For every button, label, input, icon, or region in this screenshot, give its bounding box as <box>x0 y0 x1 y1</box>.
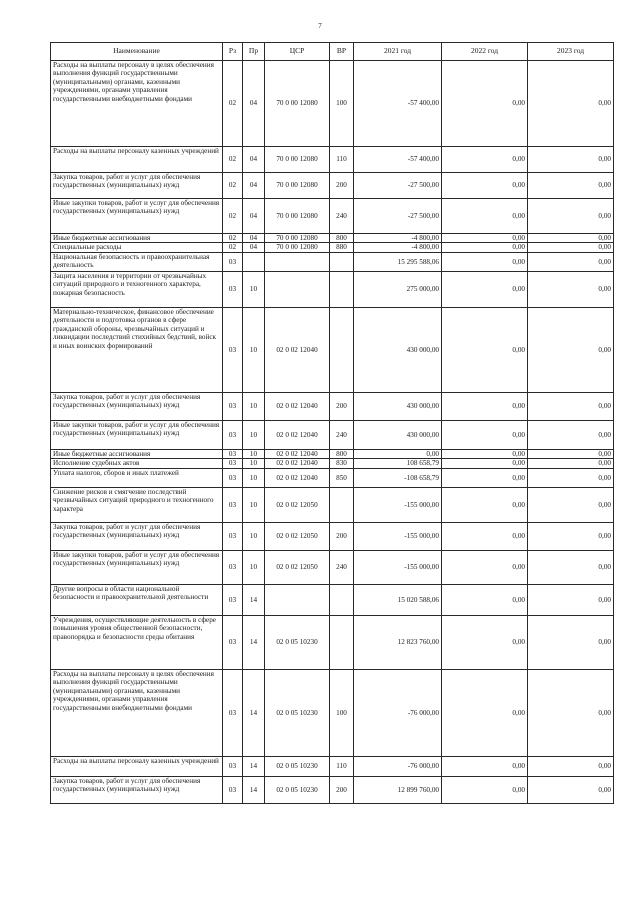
row-csr-cell: 70 0 00 12080 <box>265 243 330 252</box>
row-vr-cell: 200 <box>330 522 354 550</box>
row-pr-cell: 14 <box>243 615 265 669</box>
row-2021-cell: -57 400,00 <box>354 61 442 147</box>
row-2022-cell: 0,00 <box>442 147 528 173</box>
row-2021-cell: -155 000,00 <box>354 522 442 550</box>
row-csr-cell: 02 0 02 12050 <box>265 487 330 522</box>
row-2021-cell: 275 000,00 <box>354 271 442 307</box>
table-row <box>51 487 614 522</box>
row-2022-cell: 0,00 <box>442 459 528 468</box>
table-row <box>51 173 614 199</box>
row-csr-cell: 02 0 05 10230 <box>265 756 330 776</box>
row-rz-cell: 03 <box>223 756 243 776</box>
column-header-csr: ЦСР <box>265 43 330 61</box>
row-2023-cell: 0,00 <box>528 243 614 252</box>
table-row <box>51 392 614 420</box>
row-csr-cell: 02 0 02 12050 <box>265 522 330 550</box>
table-row <box>51 459 614 468</box>
row-2021-cell: -4 800,00 <box>354 243 442 252</box>
row-rz-cell: 03 <box>223 459 243 468</box>
row-pr-cell: 10 <box>243 271 265 307</box>
table-row <box>51 584 614 615</box>
row-name-cell: Расходы на выплаты персоналу казенных учреждений <box>51 756 223 776</box>
table-row <box>51 252 614 271</box>
row-2021-cell: -76 000,00 <box>354 669 442 756</box>
row-name-cell: Иные закупки товаров, работ и услуг для обеспечения государственных (муниципальных) нужд <box>51 420 223 449</box>
column-header-2022: 2022 год <box>442 43 528 61</box>
row-2022-cell: 0,00 <box>442 61 528 147</box>
row-vr-cell <box>330 584 354 615</box>
row-csr-cell: 70 0 00 12080 <box>265 61 330 147</box>
table-row <box>51 420 614 449</box>
row-2022-cell: 0,00 <box>442 307 528 392</box>
table-row <box>51 243 614 252</box>
row-csr-cell <box>265 271 330 307</box>
row-2022-cell: 0,00 <box>442 173 528 199</box>
row-name-cell: Расходы на выплаты персоналу в целях обеспечения выполнения функций государственными (муниципальными) органами, казенными учреждениями, органами управления государственными внебюджетными фондами <box>51 61 223 147</box>
row-2021-cell: 15 020 588,06 <box>354 584 442 615</box>
row-name-cell: Закупка товаров, работ и услуг для обеспечения государственных (муниципальных) нужд <box>51 392 223 420</box>
row-name-cell: Защита населения и территории от чрезвычайных ситуаций природного и техногенного характера, пожарная безопасность <box>51 271 223 307</box>
row-csr-cell: 02 0 02 12040 <box>265 449 330 458</box>
row-2023-cell: 0,00 <box>528 487 614 522</box>
row-vr-cell <box>330 487 354 522</box>
row-name-cell: Закупка товаров, работ и услуг для обеспечения государственных (муниципальных) нужд <box>51 522 223 550</box>
row-vr-cell: 200 <box>330 776 354 803</box>
row-rz-cell: 03 <box>223 252 243 271</box>
row-2023-cell: 0,00 <box>528 584 614 615</box>
row-vr-cell: 100 <box>330 669 354 756</box>
row-rz-cell: 03 <box>223 776 243 803</box>
row-name-cell: Материально-техническое, финансовое обеспечение деятельности и подготовка органов в сфере гражданской обороны, чрезвычайных ситуаций и ликвидации последствий стихийных бедствий, войск и иных воинских формирований <box>51 307 223 392</box>
row-2022-cell: 0,00 <box>442 392 528 420</box>
row-name-cell: Расходы на выплаты персоналу казенных учреждений <box>51 147 223 173</box>
row-csr-cell: 02 0 05 10230 <box>265 669 330 756</box>
row-rz-cell: 03 <box>223 468 243 487</box>
page-number: 7 <box>318 22 322 30</box>
row-name-cell: Учреждения, осуществляющие деятельность в сфере повышения уровня общественной безопасности, правопорядка и безопасности среды обитания <box>51 615 223 669</box>
row-rz-cell: 03 <box>223 584 243 615</box>
table-row <box>51 234 614 243</box>
row-pr-cell: 10 <box>243 307 265 392</box>
row-2023-cell: 0,00 <box>528 615 614 669</box>
row-name-cell: Иные закупки товаров, работ и услуг для обеспечения государственных (муниципальных) нужд <box>51 199 223 234</box>
row-2021-cell: 108 658,79 <box>354 459 442 468</box>
row-pr-cell: 10 <box>243 550 265 584</box>
row-name-cell: Национальная безопасность и правоохранительная деятельность <box>51 252 223 271</box>
row-2023-cell: 0,00 <box>528 449 614 458</box>
row-csr-cell: 02 0 02 12040 <box>265 392 330 420</box>
table-row <box>51 615 614 669</box>
table-row <box>51 61 614 147</box>
row-name-cell: Снижение рисков и смягчение последствий чрезвычайных ситуаций природного и техногенного характера <box>51 487 223 522</box>
row-2021-cell: -27 500,00 <box>354 173 442 199</box>
row-csr-cell: 70 0 00 12080 <box>265 173 330 199</box>
row-name-cell: Уплата налогов, сборов и иных платежей <box>51 468 223 487</box>
row-2023-cell: 0,00 <box>528 392 614 420</box>
row-vr-cell <box>330 271 354 307</box>
row-2023-cell: 0,00 <box>528 756 614 776</box>
row-vr-cell: 240 <box>330 199 354 234</box>
row-2022-cell: 0,00 <box>442 271 528 307</box>
row-2022-cell: 0,00 <box>442 522 528 550</box>
table-row <box>51 271 614 307</box>
table-row <box>51 756 614 776</box>
row-2021-cell: 430 000,00 <box>354 420 442 449</box>
row-rz-cell: 03 <box>223 449 243 458</box>
row-vr-cell: 200 <box>330 173 354 199</box>
row-pr-cell <box>243 252 265 271</box>
row-rz-cell: 02 <box>223 234 243 243</box>
row-pr-cell: 14 <box>243 584 265 615</box>
row-rz-cell: 03 <box>223 487 243 522</box>
row-2023-cell: 0,00 <box>528 522 614 550</box>
row-rz-cell: 03 <box>223 307 243 392</box>
table-row <box>51 199 614 234</box>
column-header-name: Наименование <box>51 43 223 61</box>
row-vr-cell: 830 <box>330 459 354 468</box>
row-2023-cell: 0,00 <box>528 459 614 468</box>
row-2022-cell: 0,00 <box>442 615 528 669</box>
row-rz-cell: 03 <box>223 550 243 584</box>
table-row <box>51 449 614 458</box>
row-name-cell: Иные бюджетные ассигнования <box>51 234 223 243</box>
row-2023-cell: 0,00 <box>528 199 614 234</box>
row-2023-cell: 0,00 <box>528 252 614 271</box>
row-name-cell: Специальные расходы <box>51 243 223 252</box>
row-name-cell: Закупка товаров, работ и услуг для обеспечения государственных (муниципальных) нужд <box>51 173 223 199</box>
table-row <box>51 776 614 803</box>
row-rz-cell: 03 <box>223 615 243 669</box>
row-2023-cell: 0,00 <box>528 420 614 449</box>
row-2023-cell: 0,00 <box>528 234 614 243</box>
row-pr-cell: 04 <box>243 147 265 173</box>
row-vr-cell: 880 <box>330 243 354 252</box>
row-rz-cell: 02 <box>223 173 243 199</box>
row-2022-cell: 0,00 <box>442 449 528 458</box>
row-vr-cell: 240 <box>330 550 354 584</box>
row-csr-cell <box>265 584 330 615</box>
row-2022-cell: 0,00 <box>442 420 528 449</box>
row-2023-cell: 0,00 <box>528 307 614 392</box>
row-2022-cell: 0,00 <box>442 776 528 803</box>
row-rz-cell: 03 <box>223 392 243 420</box>
row-pr-cell: 04 <box>243 61 265 147</box>
row-pr-cell: 10 <box>243 487 265 522</box>
column-header-2023: 2023 год <box>528 43 614 61</box>
row-vr-cell <box>330 307 354 392</box>
row-2022-cell: 0,00 <box>442 199 528 234</box>
row-csr-cell: 02 0 02 12040 <box>265 420 330 449</box>
row-name-cell: Расходы на выплаты персоналу в целях обеспечения выполнения функций государственными (муниципальными) органами, казенными учреждениями, органами управления государственными внебюджетными фондами <box>51 669 223 756</box>
row-2021-cell: -108 658,79 <box>354 468 442 487</box>
row-2022-cell: 0,00 <box>442 550 528 584</box>
row-2023-cell: 0,00 <box>528 669 614 756</box>
row-csr-cell: 02 0 05 10230 <box>265 776 330 803</box>
row-vr-cell: 100 <box>330 61 354 147</box>
table-row <box>51 147 614 173</box>
row-vr-cell: 850 <box>330 468 354 487</box>
row-2021-cell: 430 000,00 <box>354 307 442 392</box>
row-vr-cell: 110 <box>330 756 354 776</box>
row-2021-cell: -76 000,00 <box>354 756 442 776</box>
table-row <box>51 522 614 550</box>
column-header-2021: 2021 год <box>354 43 442 61</box>
row-csr-cell: 70 0 00 12080 <box>265 199 330 234</box>
row-pr-cell: 14 <box>243 756 265 776</box>
table-body <box>51 61 614 804</box>
row-rz-cell: 03 <box>223 420 243 449</box>
row-2021-cell: 12 899 760,00 <box>354 776 442 803</box>
row-csr-cell <box>265 252 330 271</box>
row-csr-cell: 70 0 00 12080 <box>265 147 330 173</box>
row-pr-cell: 10 <box>243 459 265 468</box>
row-2022-cell: 0,00 <box>442 756 528 776</box>
row-rz-cell: 02 <box>223 243 243 252</box>
row-pr-cell: 04 <box>243 173 265 199</box>
row-2023-cell: 0,00 <box>528 468 614 487</box>
column-header-pr: Пр <box>243 43 265 61</box>
row-pr-cell: 10 <box>243 392 265 420</box>
row-name-cell: Закупка товаров, работ и услуг для обеспечения государственных (муниципальных) нужд <box>51 776 223 803</box>
row-csr-cell: 02 0 02 12050 <box>265 550 330 584</box>
row-pr-cell: 04 <box>243 234 265 243</box>
row-rz-cell: 02 <box>223 199 243 234</box>
row-2021-cell: 12 823 760,00 <box>354 615 442 669</box>
row-2022-cell: 0,00 <box>442 669 528 756</box>
row-csr-cell: 02 0 02 12040 <box>265 468 330 487</box>
row-vr-cell <box>330 615 354 669</box>
row-vr-cell: 240 <box>330 420 354 449</box>
table-row <box>51 669 614 756</box>
row-pr-cell: 10 <box>243 468 265 487</box>
budget-table <box>50 42 614 804</box>
row-name-cell: Исполнение судебных актов <box>51 459 223 468</box>
row-name-cell: Иные закупки товаров, работ и услуг для обеспечения государственных (муниципальных) нужд <box>51 550 223 584</box>
row-csr-cell: 02 0 02 12040 <box>265 459 330 468</box>
row-2022-cell: 0,00 <box>442 487 528 522</box>
row-rz-cell: 03 <box>223 522 243 550</box>
row-2022-cell: 0,00 <box>442 243 528 252</box>
table-row <box>51 550 614 584</box>
row-vr-cell <box>330 252 354 271</box>
row-name-cell: Другие вопросы в области национальной безопасности и правоохранительной деятельности <box>51 584 223 615</box>
row-name-cell: Иные бюджетные ассигнования <box>51 449 223 458</box>
row-rz-cell: 02 <box>223 61 243 147</box>
row-vr-cell: 800 <box>330 234 354 243</box>
row-rz-cell: 02 <box>223 147 243 173</box>
row-vr-cell: 800 <box>330 449 354 458</box>
column-header-vr: ВР <box>330 43 354 61</box>
row-2021-cell: -155 000,00 <box>354 550 442 584</box>
row-2022-cell: 0,00 <box>442 234 528 243</box>
row-csr-cell: 02 0 02 12040 <box>265 307 330 392</box>
row-pr-cell: 14 <box>243 776 265 803</box>
row-pr-cell: 04 <box>243 243 265 252</box>
row-2021-cell: -57 400,00 <box>354 147 442 173</box>
row-2021-cell: -155 000,00 <box>354 487 442 522</box>
row-csr-cell: 70 0 00 12080 <box>265 234 330 243</box>
row-2021-cell: -4 800,00 <box>354 234 442 243</box>
row-2021-cell: 0,00 <box>354 449 442 458</box>
row-2023-cell: 0,00 <box>528 550 614 584</box>
row-2023-cell: 0,00 <box>528 61 614 147</box>
row-pr-cell: 10 <box>243 420 265 449</box>
row-2022-cell: 0,00 <box>442 468 528 487</box>
row-2022-cell: 0,00 <box>442 584 528 615</box>
row-rz-cell: 03 <box>223 271 243 307</box>
table-row <box>51 307 614 392</box>
row-vr-cell: 200 <box>330 392 354 420</box>
column-header-rz: Рз <box>223 43 243 61</box>
row-rz-cell: 03 <box>223 669 243 756</box>
row-pr-cell: 14 <box>243 669 265 756</box>
row-2021-cell: 15 295 588,06 <box>354 252 442 271</box>
table-header-row <box>51 43 614 61</box>
table-row <box>51 468 614 487</box>
row-pr-cell: 10 <box>243 522 265 550</box>
row-csr-cell: 02 0 05 10230 <box>265 615 330 669</box>
row-pr-cell: 04 <box>243 199 265 234</box>
row-2023-cell: 0,00 <box>528 776 614 803</box>
row-2023-cell: 0,00 <box>528 147 614 173</box>
row-pr-cell: 10 <box>243 449 265 458</box>
row-2023-cell: 0,00 <box>528 271 614 307</box>
row-2023-cell: 0,00 <box>528 173 614 199</box>
row-2021-cell: -27 500,00 <box>354 199 442 234</box>
row-2021-cell: 430 000,00 <box>354 392 442 420</box>
row-vr-cell: 110 <box>330 147 354 173</box>
row-2022-cell: 0,00 <box>442 252 528 271</box>
